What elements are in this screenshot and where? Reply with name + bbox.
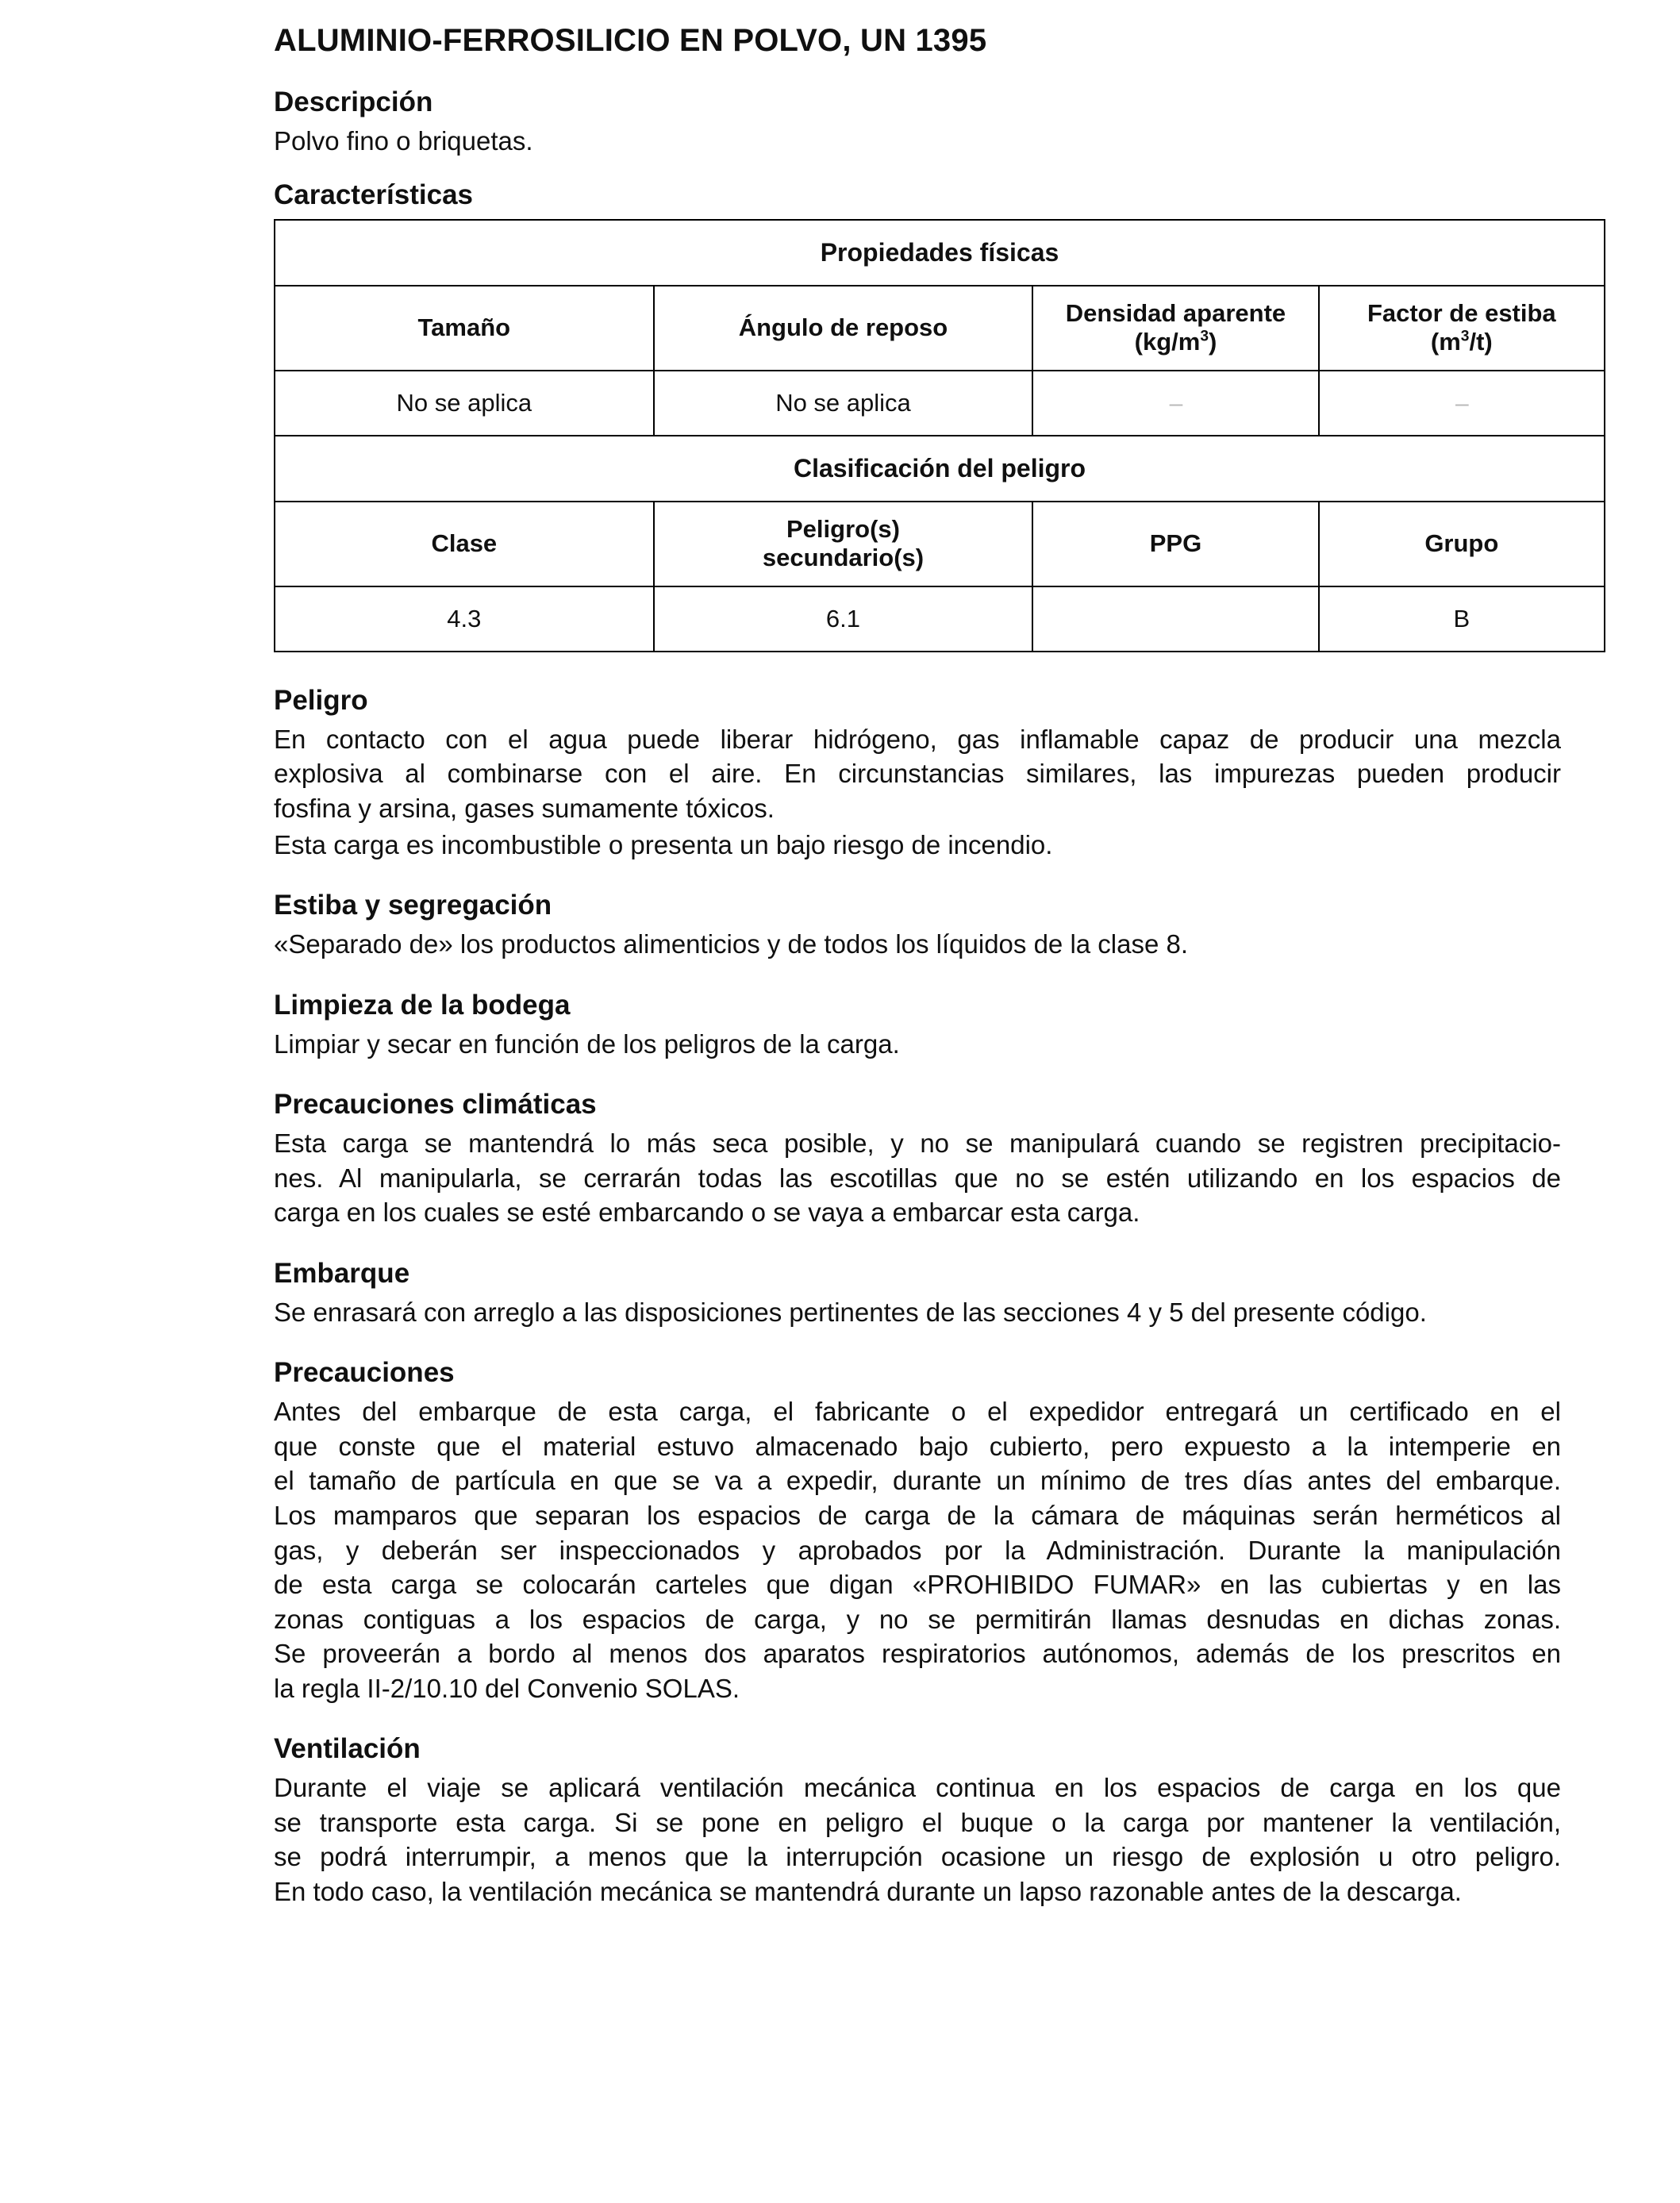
text-limpieza-bodega: Limpiar y secar en función de los peligros de la carga. bbox=[274, 1028, 900, 1059]
band-propiedades-fisicas: Propiedades físicas bbox=[275, 220, 1605, 286]
header-densidad-label: Densidad aparente bbox=[1065, 298, 1286, 327]
precauciones-line-6: de esta carga se colocarán carteles que digan «PROHIBIDO FUMAR» en las cubiertas y en las bbox=[274, 1570, 1561, 1600]
heading-limpieza-bodega: Limpieza de la bodega bbox=[274, 989, 571, 1021]
header-grupo: Grupo bbox=[1319, 502, 1605, 586]
peligro-line-3: fosfina y arsina, gases sumamente tóxicos. bbox=[274, 793, 775, 823]
ventilacion-line-2: se transporte esta carga. Si se pone en peligro el buque o la carga por mantener la ventilación, bbox=[274, 1807, 1561, 1837]
header-estiba-label: Factor de estiba bbox=[1367, 298, 1556, 327]
header-estiba-unit: $(m^3/t)$ bbox=[1430, 328, 1493, 356]
precauciones-line-8: Se proveerán a bordo al menos dos aparatos respiratorios autónomos, además de los prescritos en bbox=[274, 1639, 1561, 1669]
page-title: ALUMINIO-FERROSILICIO EN POLVO, UN 1395 bbox=[274, 23, 987, 58]
header-clase: Clase bbox=[275, 502, 654, 586]
value-peligros-secundarios: 6.1 bbox=[654, 586, 1033, 652]
precauciones-climaticas-line-2: nes. Al manipularla, se cerrarán todas las escotillas que no se estén utilizando en los espacios de bbox=[274, 1163, 1561, 1193]
precauciones-line-9: la regla II-2/10.10 del Convenio SOLAS. bbox=[274, 1673, 740, 1703]
table-row-hazard-values bbox=[275, 586, 1605, 652]
header-densidad-unit: $(kg/m^3)$ bbox=[1134, 328, 1217, 356]
ventilacion-line-4: En todo caso, la ventilación mecánica se mantendrá durante un lapso razonable antes de la descarga. bbox=[274, 1876, 1462, 1906]
heading-precauciones: Precauciones bbox=[274, 1357, 455, 1389]
text-precauciones bbox=[274, 1394, 1561, 1705]
header-tamano: Tamaño bbox=[275, 286, 654, 371]
precauciones-line-4: Los mamparos que separan los espacios de carga de la cámara de máquinas serán herméticos al bbox=[274, 1500, 1561, 1530]
band-clasificacion-peligro: Clasificación del peligro bbox=[275, 436, 1605, 502]
header-peligros-line1: Peligro(s) bbox=[786, 514, 900, 543]
value-angulo-reposo: No se aplica bbox=[654, 371, 1033, 436]
peligro-line-2: explosiva al combinarse con el aire. En circunstancias similares, las impurezas pueden producir bbox=[274, 759, 1561, 789]
characteristics-table bbox=[274, 219, 1605, 652]
value-ppg bbox=[1032, 586, 1318, 652]
section-ventilacion bbox=[274, 1732, 1561, 1909]
section-descripcion bbox=[274, 86, 1561, 159]
heading-precauciones-climaticas: Precauciones climáticas bbox=[274, 1089, 597, 1121]
text-descripcion: Polvo fino o briquetas. bbox=[274, 126, 533, 156]
header-peligros-line2: secundario(s) bbox=[762, 544, 925, 572]
text-precauciones-climaticas bbox=[274, 1126, 1561, 1230]
section-caracteristicas bbox=[274, 179, 1561, 652]
peligro-line-1: En contacto con el agua puede liberar hidrógeno, gas inflamable capaz de producir una mezcla bbox=[274, 724, 1561, 754]
precauciones-line-2: que conste que el material estuvo almacenado bajo cubierto, pero expuesto a la intemperie en bbox=[274, 1431, 1561, 1461]
heading-estiba-segregacion: Estiba y segregación bbox=[274, 890, 552, 921]
section-precauciones bbox=[274, 1356, 1561, 1705]
precauciones-line-3: el tamaño de partícula en que se va a expedir, durante un mínimo de tres días antes del embarque. bbox=[274, 1466, 1561, 1496]
text-ventilacion bbox=[274, 1770, 1561, 1909]
section-peligro bbox=[274, 684, 1561, 862]
header-peligros-secundarios bbox=[654, 502, 1033, 586]
value-grupo: B bbox=[1319, 586, 1605, 652]
precauciones-line-1: Antes del embarque de esta carga, el fabricante o el expedidor entregará un certificado en el bbox=[274, 1397, 1561, 1427]
section-embarque bbox=[274, 1257, 1561, 1330]
precauciones-climaticas-line-3: carga en los cuales se esté embarcando o se vaya a embarcar esta carga. bbox=[274, 1198, 1140, 1228]
section-limpieza-bodega bbox=[274, 989, 1561, 1062]
ventilacion-line-1: Durante el viaje se aplicará ventilación mecánica continua en los espacios de carga en los que bbox=[274, 1773, 1561, 1803]
heading-embarque: Embarque bbox=[274, 1257, 410, 1289]
precauciones-climaticas-line-1: Esta carga se mantendrá lo más seca posible, y no se manipulará cuando se registren precipitacio- bbox=[274, 1128, 1561, 1159]
value-clase: 4.3 bbox=[275, 586, 654, 652]
table-row-physical-values bbox=[275, 371, 1605, 436]
text-peligro bbox=[274, 722, 1561, 826]
heading-ventilacion: Ventilación bbox=[274, 1733, 421, 1765]
table-row-band-physical bbox=[275, 220, 1605, 286]
ventilacion-line-3: se podrá interrumpir, a menos que la interrupción ocasione un riesgo de explosión u otro peligro. bbox=[274, 1842, 1561, 1872]
section-estiba-segregacion bbox=[274, 889, 1561, 962]
precauciones-line-7: zonas contiguas a los espacios de carga, y no se permitirán llamas desnudas en dichas zonas. bbox=[274, 1604, 1561, 1634]
header-ppg: PPG bbox=[1032, 502, 1318, 586]
value-tamano: No se aplica bbox=[275, 371, 654, 436]
precauciones-line-5: gas, y deberán ser inspeccionados y aprobados por la Administración. Durante la manipulación bbox=[274, 1535, 1561, 1565]
section-precauciones-climaticas bbox=[274, 1088, 1561, 1230]
text-estiba-segregacion: «Separado de» los productos alimenticios y de todos los líquidos de la clase 8. bbox=[274, 929, 1189, 959]
value-densidad-aparente: – bbox=[1032, 371, 1318, 436]
text-peligro-2: Esta carga es incombustible o presenta un bajo riesgo de incendio. bbox=[274, 829, 1053, 859]
table-row-hazard-headers bbox=[275, 502, 1605, 586]
header-densidad-aparente bbox=[1032, 286, 1318, 371]
heading-peligro: Peligro bbox=[274, 684, 368, 716]
value-factor-estiba: – bbox=[1319, 371, 1605, 436]
header-angulo-reposo: Ángulo de reposo bbox=[654, 286, 1033, 371]
header-factor-estiba bbox=[1319, 286, 1605, 371]
heading-descripcion: Descripción bbox=[274, 87, 433, 117]
text-embarque: Se enrasará con arreglo a las disposiciones pertinentes de las secciones 4 y 5 del presente código. bbox=[274, 1297, 1427, 1327]
heading-caracteristicas: Características bbox=[274, 179, 473, 210]
table-row-band-hazard bbox=[275, 436, 1605, 502]
table-row-physical-headers bbox=[275, 286, 1605, 371]
